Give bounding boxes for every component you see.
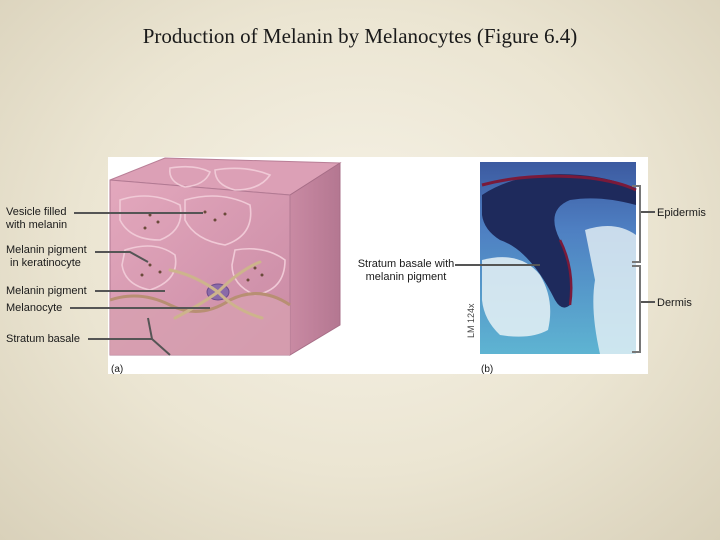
label-stratum-basale: Stratum basale xyxy=(6,333,80,345)
label-epidermis: Epidermis xyxy=(657,207,706,219)
tissue-block-illustration xyxy=(110,158,340,355)
label-melanocyte: Melanocyte xyxy=(6,302,63,314)
label-panel-b: (b) xyxy=(481,364,494,375)
label-magnification: LM 124x xyxy=(466,303,476,338)
micrograph-image xyxy=(480,162,636,354)
label-melanin-pigment: Melanin pigment xyxy=(6,285,87,297)
label-stratum-basale-pigment: Stratum basale with melanin pigment xyxy=(357,258,455,283)
label-pigment-keratinocyte: Melanin pigment in keratinocyte xyxy=(6,244,87,269)
slide-title: Production of Melanin by Melanocytes (Figure 6.4) xyxy=(142,24,578,48)
label-dermis: Dermis xyxy=(657,297,692,309)
label-panel-a: (a) xyxy=(111,364,124,375)
label-vesicle: Vesicle filled with melanin xyxy=(6,206,68,231)
